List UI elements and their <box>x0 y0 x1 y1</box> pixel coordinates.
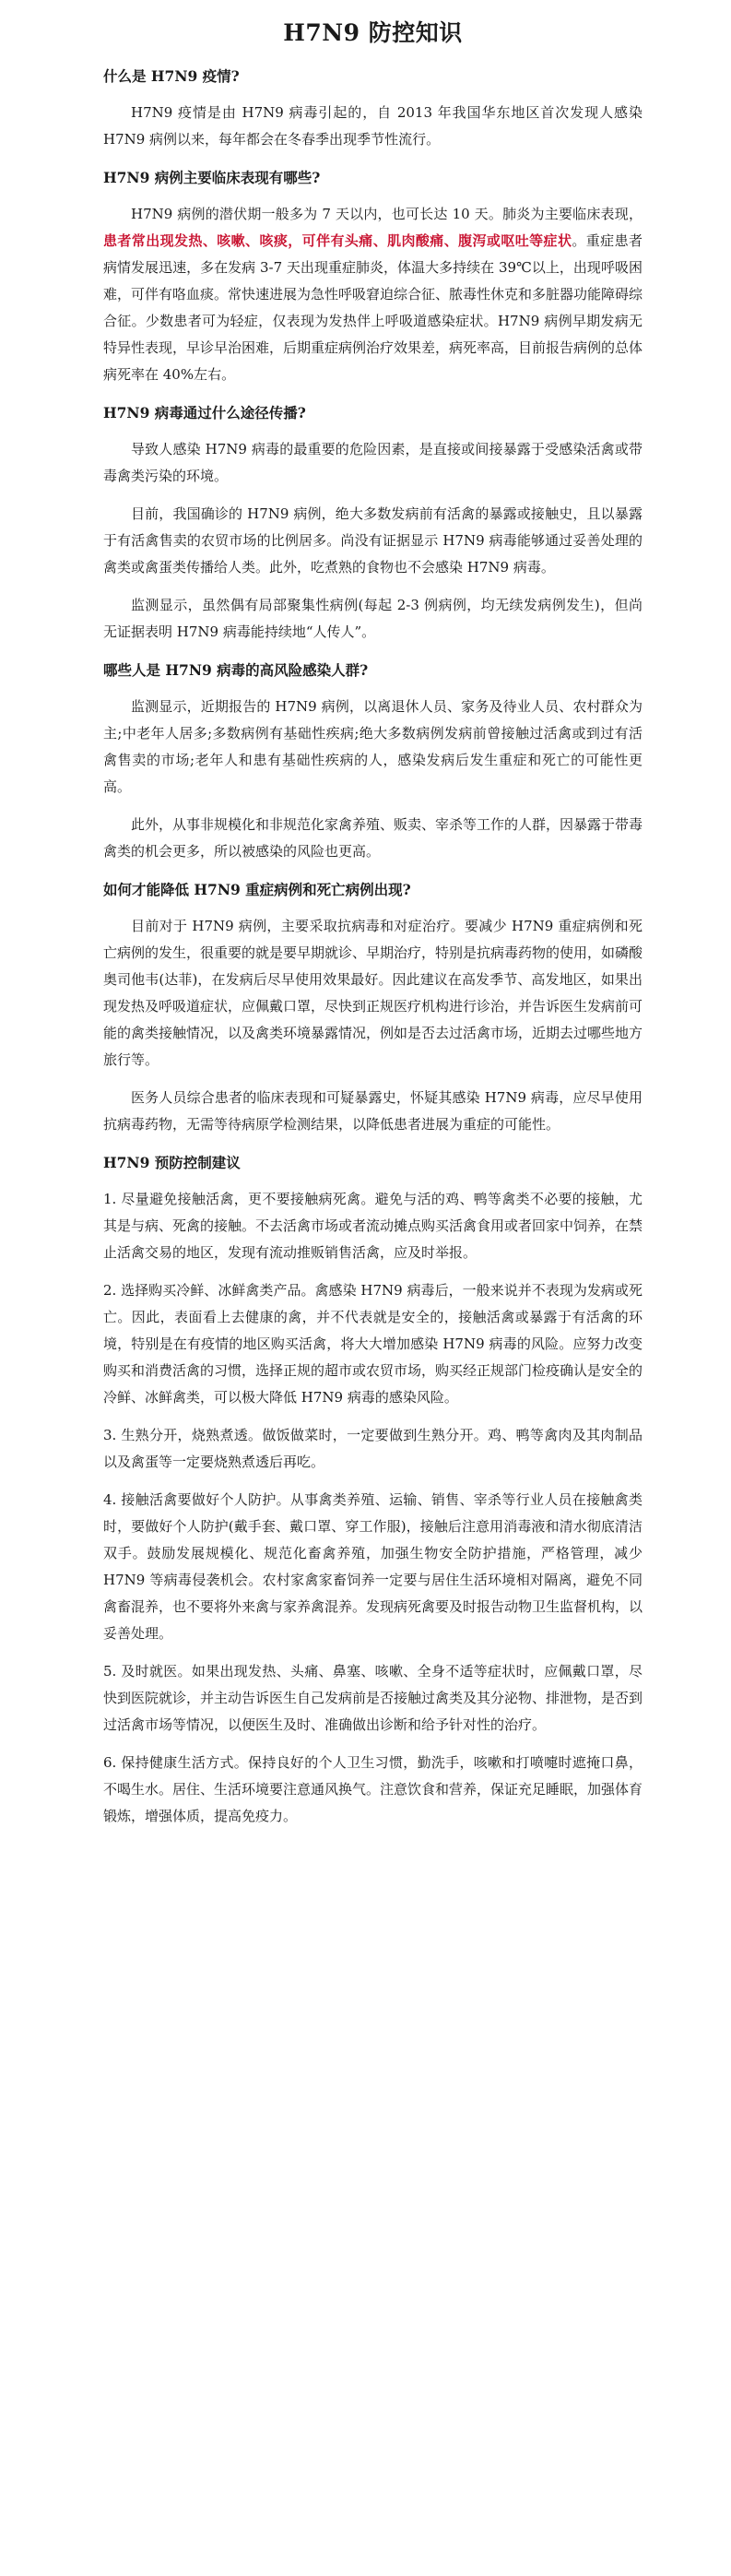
text-run: 。重症患者病情发展迅速，多在发病 3-7 天出现重症肺炎，体温大多持续在 39℃以上，出现呼吸困难，可伴有咯血痰。常快速进展为急性呼吸窘迫综合征、脓毒性休克和多脏器功能障碍综合征。少数患者可为轻症，仅表现为发热伴上呼吸道感染症状。H7N9 病例早期发病无特异性表现，早诊早治困难，后期重症病例治疗效果差，病死率高，目前报告病例的总体病死率在 40%左右。 <box>103 232 643 383</box>
paragraph-symptoms <box>103 201 643 388</box>
paragraph: 导致人感染 H7N9 病毒的最重要的危险因素，是直接或间接暴露于受感染活禽或带毒禽类污染的环境。 <box>103 441 643 484</box>
section-heading-symptoms: H7N9 病例主要临床表现有哪些? <box>103 169 321 186</box>
paragraph: 目前对于 H7N9 病例，主要采取抗病毒和对症治疗。要减少 H7N9 重症病例和死亡病例的发生，很重要的就是要早期就诊、早期治疗，特别是抗病毒药物的使用，如磷酸奥司他韦(达菲)，在发病后尽早使用效果最好。因此建议在高发季节、高发地区，如果出现发热及呼吸道症状，应佩戴口罩，尽快到正规医疗机构进行诊治，并告诉医生发病前可能的禽类接触情况，以及禽类环境暴露情况，例如是否去过活禽市场，近期去过哪些地方旅行等。 <box>103 918 643 1068</box>
text-run: H7N9 病例的潜伏期一般多为 7 天以内，也可长达 10 天。肺炎为主要临床表现， <box>131 206 643 222</box>
prevention-item: 6. 保持健康生活方式。保持良好的个人卫生习惯，勤洗手，咳嗽和打喷嚏时遮掩口鼻，不喝生水。居住、生活环境要注意通风换气。注意饮食和营养，保证充足睡眠，加强体育锻炼，增强体质，提高免疫力。 <box>103 1754 643 1824</box>
section-heading-transmission: H7N9 病毒通过什么途径传播? <box>103 404 306 421</box>
prevention-item: 4. 接触活禽要做好个人防护。从事禽类养殖、运输、销售、宰杀等行业人员在接触禽类时，要做好个人防护(戴手套、戴口罩、穿工作服)，接触后注意用消毒液和清水彻底清洁双手。鼓励发展规模化、规范化畜禽养殖，加强生物安全防护措施，严格管理，减少 H7N9 等病毒侵袭机会。农村家禽家畜饲养一定要与居住生活环境相对隔离，避免不同禽畜混养，也不要将外来禽与家养禽混养。发现病死禽要及时报告动物卫生监督机构，以妥善处理。 <box>103 1491 643 1642</box>
section-heading-prevention: H7N9 预防控制建议 <box>103 1154 241 1171</box>
section-heading-what-is: 什么是 H7N9 疫情? <box>103 67 240 85</box>
paragraph: 目前，我国确诊的 H7N9 病例，绝大多数发病前有活禽的暴露或接触史，且以暴露于有活禽售卖的农贸市场的比例居多。尚没有证据显示 H7N9 病毒能够通过妥善处理的禽类或禽蛋类传播给人类。此外，吃煮熟的食物也不会感染 H7N9 病毒。 <box>103 505 643 576</box>
paragraph: 监测显示，近期报告的 H7N9 病例，以离退休人员、家务及待业人员、农村群众为主;中老年人居多;多数病例有基础性疾病;绝大多数病例发病前曾接触过活禽或到过有活禽售卖的市场;老年人和患有基础性疾病的人，感染发病后发生重症和死亡的可能性更高。 <box>103 698 643 795</box>
paragraph: 监测显示，虽然偶有局部聚集性病例(每起 2-3 例病例，均无续发病例发生)，但尚无证据表明 H7N9 病毒能持续地“人传人”。 <box>103 597 643 640</box>
paragraph: H7N9 疫情是由 H7N9 病毒引起的，自 2013 年我国华东地区首次发现人感染 H7N9 病例以来，每年都会在冬春季出现季节性流行。 <box>103 104 643 148</box>
prevention-item: 5. 及时就医。如果出现发热、头痛、鼻塞、咳嗽、全身不适等症状时，应佩戴口罩，尽快到医院就诊，并主动告诉医生自己发病前是否接触过禽类及其分泌物、排泄物，是否到过活禽市场等情况，以便医生及时、准确做出诊断和给予针对性的治疗。 <box>103 1663 643 1733</box>
page-title: H7N9 防控知识 <box>283 19 463 46</box>
section-heading-risk-groups: 哪些人是 H7N9 病毒的高风险感染人群? <box>103 661 369 679</box>
prevention-item: 3. 生熟分开，烧熟煮透。做饭做菜时，一定要做到生熟分开。鸡、鸭等禽肉及其肉制品以及禽蛋等一定要烧熟煮透后再吃。 <box>103 1427 643 1470</box>
highlighted-symptoms: 患者常出现发热、咳嗽、咳痰，可伴有头痛、肌肉酸痛、腹泻或呕吐等症状 <box>103 232 572 249</box>
section-heading-reduce-severe: 如何才能降低 H7N9 重症病例和死亡病例出现? <box>103 881 411 898</box>
paragraph: 此外，从事非规模化和非规范化家禽养殖、贩卖、宰杀等工作的人群，因暴露于带毒禽类的机会更多，所以被感染的风险也更高。 <box>103 816 643 860</box>
prevention-item: 1. 尽量避免接触活禽，更不要接触病死禽。避免与活的鸡、鸭等禽类不必要的接触，尤其是与病、死禽的接触。不去活禽市场或者流动摊点购买活禽食用或者回家中饲养，在禁止活禽交易的地区，发现有流动推贩销售活禽，应及时举报。 <box>103 1191 643 1261</box>
prevention-item: 2. 选择购买冷鲜、冰鲜禽类产品。禽感染 H7N9 病毒后，一般来说并不表现为发病或死亡。因此，表面看上去健康的禽，并不代表就是安全的，接触活禽或暴露于有活禽的环境，特别是在有疫情的地区购买活禽，将大大增加感染 H7N9 病毒的风险。应努力改变购买和消费活禽的习惯，选择正规的超市或农贸市场，购买经正规部门检疫确认是安全的冷鲜、冰鲜禽类，可以极大降低 H7N9 病毒的感染风险。 <box>103 1282 643 1406</box>
paragraph: 医务人员综合患者的临床表现和可疑暴露史，怀疑其感染 H7N9 病毒，应尽早使用抗病毒药物，无需等待病原学检测结果，以降低患者进展为重症的可能性。 <box>103 1089 643 1133</box>
